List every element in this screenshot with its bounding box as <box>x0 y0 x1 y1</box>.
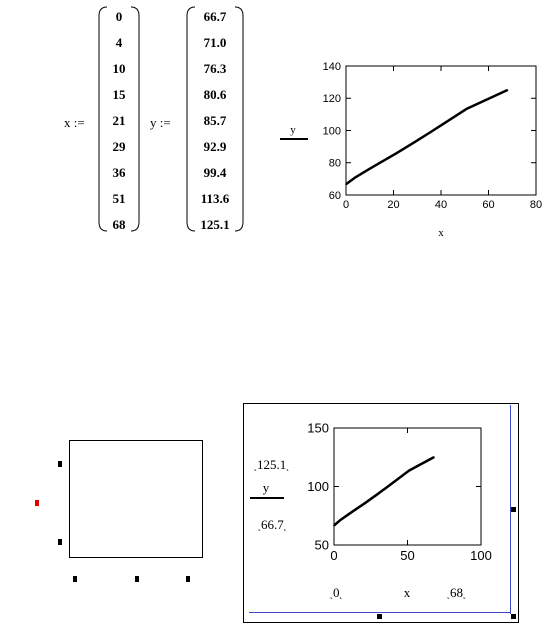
data-point <box>507 89 509 91</box>
y-placeholder-bottom-handle[interactable] <box>58 539 62 545</box>
x-vector-element[interactable]: 29 <box>112 139 126 154</box>
x-tick-label: 50 <box>400 548 415 563</box>
x-vector-element[interactable]: 10 <box>112 61 126 76</box>
x-vector-element[interactable]: 68 <box>112 217 126 232</box>
resize-handle-corner[interactable] <box>511 614 516 619</box>
x-vector-element[interactable]: 15 <box>112 87 126 102</box>
y-min-placeholder[interactable]: ˛66.7˛ <box>258 517 287 532</box>
x-vector-element[interactable]: 51 <box>112 191 126 206</box>
y-vector-element[interactable]: 113.6 <box>200 191 230 206</box>
y-vector-element[interactable]: 66.7 <box>203 9 227 24</box>
x-max-placeholder[interactable]: ˛68˛ <box>447 585 466 600</box>
series-line <box>346 90 508 184</box>
plot-frame <box>334 428 481 545</box>
x-vector-element[interactable]: 21 <box>112 113 126 128</box>
x-placeholder-left-handle[interactable] <box>73 576 77 582</box>
series-line <box>334 457 434 525</box>
y-placeholder-active-handle[interactable] <box>35 500 39 506</box>
y-tick-label: 100 <box>322 125 341 138</box>
x-vector-element[interactable]: 4 <box>115 35 123 50</box>
y-assign-label: y := <box>150 115 171 130</box>
data-point <box>408 470 410 472</box>
empty-plot-frame[interactable] <box>69 440 203 558</box>
x-placeholder-right-handle[interactable] <box>186 576 190 582</box>
xy-plot-1[interactable] <box>280 55 550 245</box>
data-point <box>345 183 347 185</box>
y-max-placeholder[interactable]: ˛125.1˛ <box>254 457 290 472</box>
x-tick-label: 60 <box>482 199 495 211</box>
y-vector-element[interactable]: 125.1 <box>200 217 230 232</box>
y-tick-label: 100 <box>307 479 329 495</box>
x-placeholder-center-handle[interactable] <box>135 576 139 582</box>
data-point <box>364 502 366 504</box>
xy-plot-2[interactable] <box>250 415 500 610</box>
x-tick-label: 40 <box>434 199 448 211</box>
x-vector-element[interactable]: 36 <box>112 165 126 180</box>
resize-handle-right[interactable] <box>511 507 516 512</box>
y-axis-label[interactable]: y <box>262 480 270 495</box>
y-vector-element[interactable]: 85.7 <box>203 113 227 128</box>
x-min-placeholder[interactable]: ˛0˛ <box>330 585 343 600</box>
data-point <box>395 153 397 155</box>
y-tick-label: 140 <box>322 60 341 73</box>
data-point <box>431 131 433 133</box>
y-vector[interactable] <box>187 4 243 238</box>
x-tick-label: 0 <box>342 199 350 211</box>
x-vector[interactable] <box>99 4 139 238</box>
y-vector-element[interactable]: 71.0 <box>203 35 227 50</box>
data-point <box>333 525 335 527</box>
y-tick-label: 50 <box>314 537 329 553</box>
resize-handle-bottom[interactable] <box>377 614 382 619</box>
y-tick-label: 60 <box>328 189 341 202</box>
selection-bottom-edge <box>249 612 511 613</box>
y-vector-element[interactable]: 92.9 <box>203 139 227 154</box>
x-tick-label: 100 <box>470 548 492 563</box>
x-assign-label: x := <box>64 115 85 130</box>
x-tick-label: 20 <box>387 199 400 211</box>
data-point <box>369 168 371 170</box>
data-point <box>433 456 435 458</box>
data-point <box>376 494 378 496</box>
plot-frame <box>346 66 536 195</box>
y-vector-element[interactable]: 80.6 <box>203 87 227 102</box>
y-vector-element[interactable]: 99.4 <box>203 165 227 180</box>
x-axis-label[interactable]: x <box>438 227 444 239</box>
y-placeholder-top-handle[interactable] <box>58 461 62 467</box>
y-tick-label: 80 <box>328 157 341 170</box>
y-axis-label[interactable]: y <box>290 124 296 136</box>
data-point <box>414 141 416 143</box>
x-vector-element[interactable]: 0 <box>115 9 123 24</box>
y-tick-label: 150 <box>307 420 329 436</box>
data-point <box>386 486 388 488</box>
data-point <box>381 161 383 163</box>
y-tick-label: 120 <box>322 93 341 106</box>
data-point <box>466 108 468 110</box>
data-point <box>348 513 350 515</box>
data-point <box>339 520 341 522</box>
x-tick-label: 80 <box>529 199 543 211</box>
x-tick-label: 0 <box>330 548 338 563</box>
data-point <box>355 176 357 178</box>
x-axis-label[interactable]: x <box>403 585 411 600</box>
y-vector-element[interactable]: 76.3 <box>203 61 227 76</box>
data-point <box>355 508 357 510</box>
